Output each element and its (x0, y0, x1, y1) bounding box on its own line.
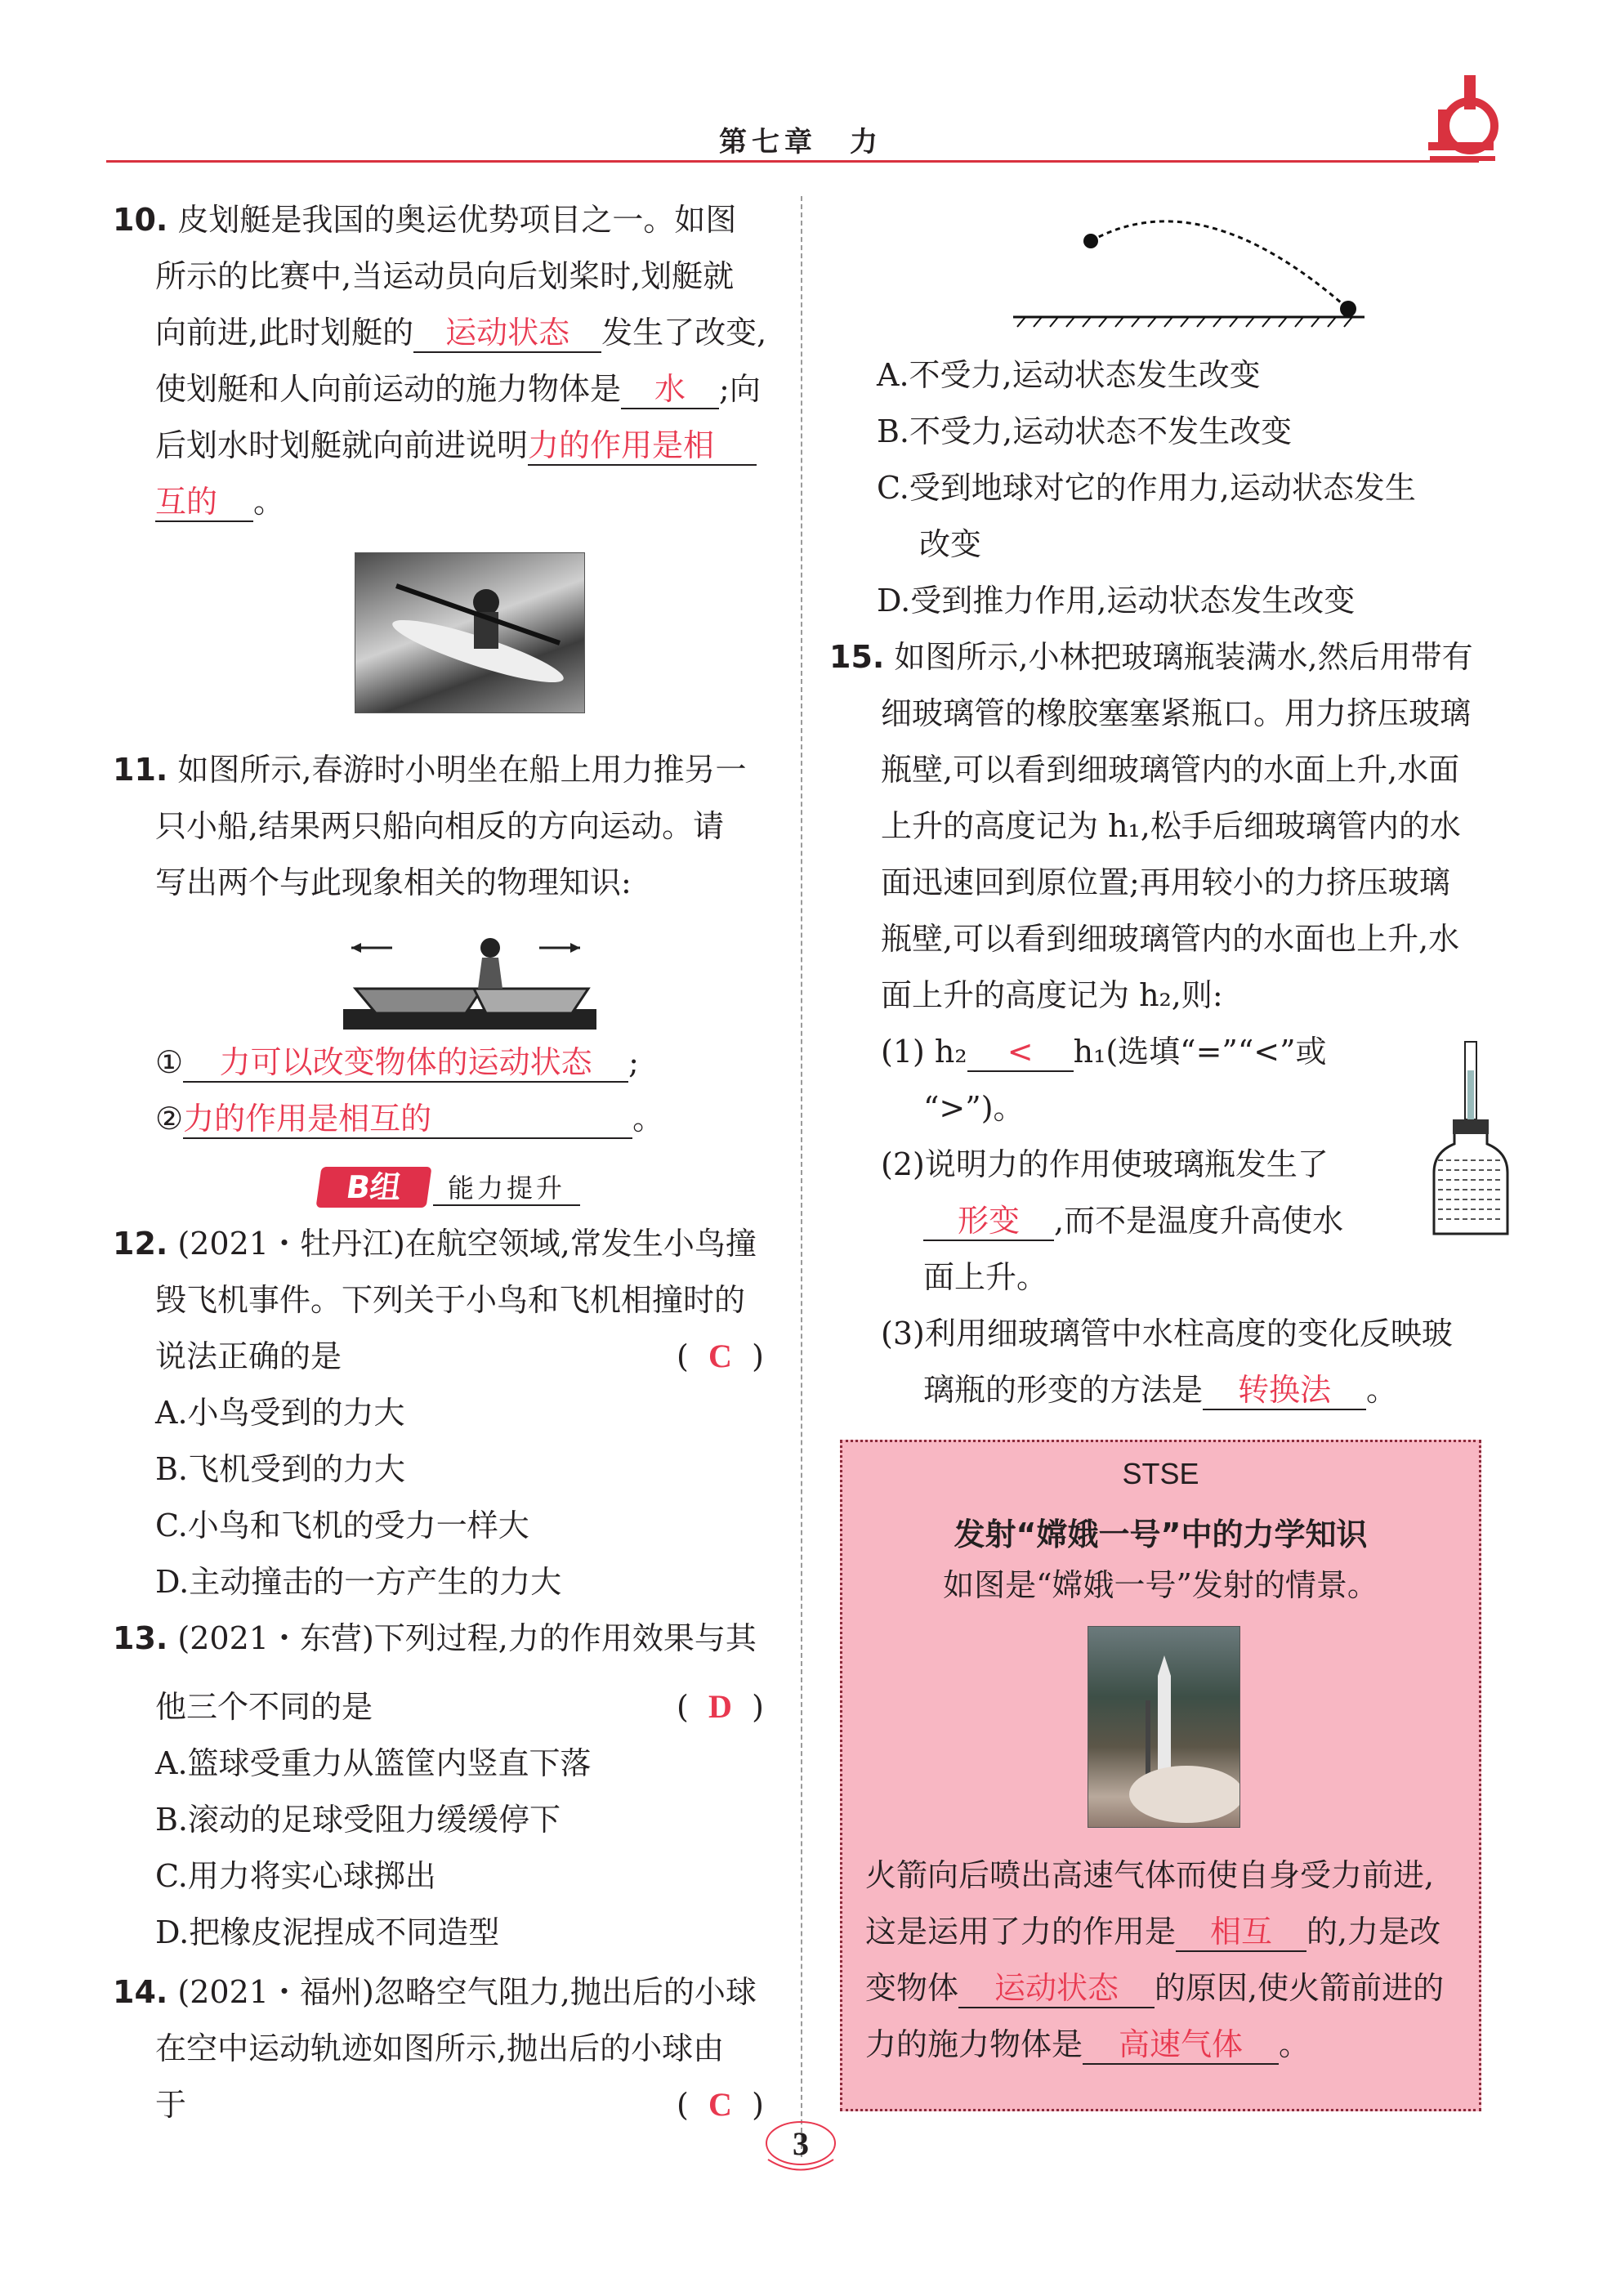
q15-part2-line2: 形变 ,而不是温度升高使水 (923, 1200, 1343, 1241)
q14-option-d: D.受到推力作用,运动状态发生改变 (877, 583, 1356, 619)
q15-line3: 瓶壁,可以看到细玻璃管内的水面上升,水面 (881, 752, 1460, 788)
q14-answer-paren: ( C ) (677, 2086, 764, 2123)
q14-option-c: C.受到地球对它的作用力,运动状态发生 (877, 470, 1416, 506)
q15-part3-line1: (3)利用细玻璃管中水柱高度的变化反映玻 (881, 1316, 1453, 1351)
q11-answer-2: 力的作用是相互的 (183, 1100, 632, 1139)
glass-bottle-figure (1430, 1038, 1512, 1242)
q11-answer-1: 力可以改变物体的运动状态 (183, 1043, 628, 1083)
q11-line3: 写出两个与此现象相关的物理知识: (155, 864, 632, 900)
q15-answer-2: 形变 (923, 1202, 1054, 1241)
q10-line4: 使划艇和人向前运动的施力物体是 水 ;向 (155, 369, 761, 409)
q14-option-a: A.不受力,运动状态发生改变 (877, 357, 1261, 393)
q13-answer: D (708, 1688, 732, 1725)
q15-line4: 上升的高度记为 h₁,松手后细玻璃管内的水 (881, 808, 1461, 844)
ball-trajectory-figure (1013, 204, 1365, 335)
q12-option-c: C.小鸟和飞机的受力一样大 (155, 1508, 529, 1543)
two-boats-figure (343, 931, 596, 1030)
q13-line2: 他三个不同的是 (155, 1689, 373, 1725)
stse-line3: 变物体 运动状态 的原因,使火箭前进的 (865, 1968, 1444, 2008)
stse-line4: 力的施力物体是 高速气体 。 (865, 2024, 1310, 2065)
group-b-rule (433, 1204, 580, 1206)
q12-line2: 毁飞机事件。下列关于小鸟和飞机相撞时的 (155, 1282, 746, 1318)
q11-line2: 只小船,结果两只船向相反的方向运动。请 (155, 808, 725, 844)
group-b-label: 能力提升 (448, 1173, 566, 1204)
q15-part2-line3: 面上升。 (923, 1259, 1048, 1295)
q10-line6: 互的 。 (155, 481, 284, 522)
q15-answer-3: 转换法 (1203, 1371, 1366, 1410)
kayak-photo (355, 552, 585, 713)
q14-answer: C (708, 2086, 732, 2123)
q13-option-d: D.把橡皮泥捏成不同造型 (155, 1914, 500, 1950)
q15-part1-line1: (1) h₂ < h₁(选填“=”“<”或 (881, 1031, 1327, 1072)
q13-line1: 13. (2021・东营)下列过程,力的作用效果与其 (113, 1620, 757, 1656)
stse-tag: STSE (1122, 1457, 1199, 1490)
q12-answer: C (708, 1338, 732, 1374)
q10-answer-2: 水 (621, 370, 719, 409)
q15-line5: 面迅速回到原位置;再用较小的力挤压玻璃 (881, 864, 1450, 900)
q12-option-b: B.飞机受到的力大 (155, 1451, 406, 1487)
q14-line1: 14. (2021・福州)忽略空气阻力,抛出后的小球 (113, 1974, 757, 2010)
q11-answer-line2: ②力的作用是相互的 。 (155, 1098, 663, 1139)
q15-part3-line2: 璃瓶的形变的方法是 转换法 。 (923, 1369, 1397, 1410)
q12-answer-paren: ( C ) (677, 1338, 764, 1374)
q10-answer-3a: 力的作用是相 (528, 427, 757, 466)
q13-option-a: A.篮球受重力从篮筐内竖直下落 (155, 1745, 592, 1781)
header-rule (106, 160, 1479, 163)
q13-option-c: C.用力将实心球掷出 (155, 1858, 436, 1894)
stse-answer-3: 高速气体 (1083, 2026, 1279, 2065)
q15-line2: 细玻璃管的橡胶塞塞紧瓶口。用力挤压玻璃 (881, 695, 1472, 731)
q14-option-c-cont: 改变 (919, 526, 982, 562)
q12-line3: 说法正确的是 (155, 1338, 342, 1374)
q11-line1: 11. 如图所示,春游时小明坐在船上用力推另一 (113, 752, 747, 788)
q15-line7: 面上升的高度记为 h₂,则: (881, 977, 1223, 1013)
microscope-logo-icon (1414, 69, 1512, 165)
q10-line5: 后划水时划艇就向前进说明力的作用是相 (155, 425, 757, 466)
stse-answer-2: 运动状态 (958, 1969, 1155, 2008)
q15-line1: 15. 如图所示,小林把玻璃瓶装满水,然后用带有 (829, 639, 1473, 675)
rocket-launch-photo (1088, 1626, 1240, 1828)
stse-caption: 如图是“嫦娥一号”发射的情景。 (943, 1567, 1378, 1603)
q13-answer-paren: ( D ) (677, 1688, 764, 1725)
q14-line2: 在空中运动轨迹如图所示,抛出后的小球由 (155, 2030, 725, 2066)
q10-line1: 10. 皮划艇是我国的奥运优势项目之一。如图 (113, 202, 737, 238)
q15-part1-line2: “>”)。 (923, 1090, 1025, 1126)
chapter-title: 第七章 力 (719, 126, 882, 159)
stse-line2: 这是运用了力的作用是 相互 的,力是改 (865, 1911, 1440, 1952)
stse-answer-1: 相互 (1176, 1913, 1306, 1952)
column-divider (801, 196, 802, 2157)
q12-option-a: A.小鸟受到的力大 (155, 1395, 405, 1431)
q10-line2: 所示的比赛中,当运动员向后划桨时,划艇就 (155, 258, 735, 294)
q10-answer-3b: 互的 (155, 483, 253, 522)
q10-answer-1: 运动状态 (413, 314, 601, 353)
q10-line3: 向前进,此时划艇的 运动状态 发生了改变, (155, 312, 766, 353)
q11-answer-line1: ① 力可以改变物体的运动状态 ; (155, 1042, 639, 1083)
q14-line3: 于 (155, 2087, 187, 2123)
stse-title: 发射“嫦娥一号”中的力学知识 (954, 1517, 1368, 1552)
q12-line1: 12. (2021・牡丹江)在航空领域,常发生小鸟撞 (113, 1226, 757, 1262)
group-b-tag: B组 (315, 1167, 431, 1208)
stse-line1: 火箭向后喷出高速气体而使自身受力前进, (865, 1857, 1435, 1893)
stse-box (840, 1440, 1481, 2111)
q13-option-b: B.滚动的足球受阻力缓缓停下 (155, 1802, 561, 1838)
page-number: 3 (793, 2125, 809, 2162)
q15-line6: 瓶壁,可以看到细玻璃管内的水面也上升,水 (881, 921, 1460, 957)
q15-answer-1: < (967, 1033, 1074, 1072)
q15-part2-line1: (2)说明力的作用使玻璃瓶发生了 (881, 1146, 1329, 1182)
q12-option-d: D.主动撞击的一方产生的力大 (155, 1564, 562, 1600)
q14-option-b: B.不受力,运动状态不发生改变 (877, 413, 1293, 449)
